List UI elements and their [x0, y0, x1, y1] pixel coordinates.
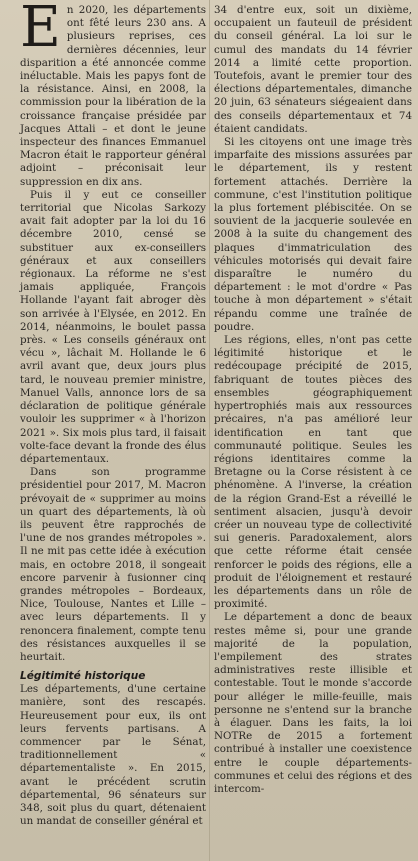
paragraph-mille-feuille: Le département a donc de beaux restes même si, pour une grande majorité de la population, l'empilement des strates administratives reste illisible et contestable. Tout le monde s'accorde pour alléger le mille-feuille, mais personne ne s'entend sur la branche à élaguer. Dans les faits, la loi NOTRe de 2015 a fortement contribué à installer une coexistence entre le couple départements-communes et celui des régions et des intercom-: [214, 611, 412, 795]
paragraph-senateurs: 34 d'entre eux, soit un dixième, occupaient un fauteuil de président du conseil général. La loi sur le cumul des mandats du 14 février 2014 a limité cette proportion. Toutefois, avant le premier tour des élections départementales, dimanche 20 juin, 63 sénateurs siégeaient dans des conseils départementaux et 74 étaient candidats.: [214, 4, 412, 135]
paragraph-conseiller-territorial: Puis il y eut ce conseiller territorial que Nicolas Sarkozy avait fait adopter par la loi du 16 décembre 2010, censé se substituer aux ex-conseillers généraux et aux conseillers régionaux. La réforme ne s'est jamais appliquée, François Hollande l'ayant fait abroger dès son arrivée à l'Elysée, en 2012. En 2014, néanmoins, le boulet passa près. « Les conseils généraux ont vécu », lâchait M. Hollande le 6 avril avant que, deux jours plus tard, le nouveau premier ministre, Manuel Valls, annonce lors de sa déclaration de politique générale vouloir les supprimer « à l'horizon 2021 ». Six mois plus tard, il faisait volte-face devant la fronde des élus départementaux.: [20, 188, 206, 465]
drop-cap: E: [20, 0, 61, 60]
paragraph-intro: n 2020, les départements ont fêté leurs 230 ans. A plusieurs reprises, ces dernières décennies, leur disparition a été annoncée comme inéluctable. Mais les papys font de la résistance. Ainsi, en 2008, la commission pour la libération de la croissance française présidée par Jacques Attali – et dont le jeune inspecteur des finances Emmanuel Macron était le rapporteur général adjoint – préconisait leur suppression en dix ans.: [20, 4, 206, 188]
right-column: [209, 0, 418, 861]
paragraph-regions: Les régions, elles, n'ont pas cette légitimité historique et le redécoupage précipité de 2015, fabriquant de toutes pièces des ensembles géographiquement hypertrophiés mais aux ressources précaires, n'a pas amélioré leur identification en tant que communauté politique. Seules les régions identitaires comme la Bretagne ou la Corse résistent à ce phénomène. A l'inverse, la création de la région Grand-Est a réveillé le sentiment alsacien, jusqu'à devoir créer un nouveau type de collectivité sui generis. Paradoxalement, alors que cette réforme était censée renforcer le poids des régions, elle a produit de l'éloignement et restauré les départements dans un rôle de proximité.: [214, 334, 412, 611]
paragraph-rescapes: Les départements, d'une certaine manière, sont des rescapés. Heureusement pour eux, ils ont leurs fervents partisans. A commencer par le Sénat, traditionnellement « départementaliste ». En 2015, avant le précédent scrutin départemental, 96 sénateurs sur 348, soit plus du quart, détenaient un mandat de conseiller général et: [20, 683, 206, 828]
paragraph-citoyens: Si les citoyens ont une image très imparfaite des missions assurées par le département, ils y restent fortement attachés. Derrière la commune, c'est l'institution politique la plus fortement plébiscitée. On se souvient de la jacquerie soulevée en 2008 à la suite du changement des plaques d'immatriculation des véhicules motorisés qui devait faire disparaître le numéro du département : le mot d'ordre « Pas touche à mon département » s'était répandu comme une traînée de poudre.: [214, 136, 412, 333]
paragraph-programme-macron: Dans son programme présidentiel pour 2017, M. Macron prévoyait de « supprimer au moins un quart des départements, là où ils peuvent être rapprochés de l'une de nos grandes métropoles ». Il ne mit pas cette idée à exécution mais, en octobre 2018, il songeait encore parvenir à fusionner cinq grandes métropoles – Bordeaux, Nice, Toulouse, Nantes et Lille – avec leurs départements. Il y renoncera finalement, compte tenu des résistances auxquelles il se heurtait.: [20, 466, 206, 663]
section-subheading: Légitimité historique: [20, 670, 146, 683]
